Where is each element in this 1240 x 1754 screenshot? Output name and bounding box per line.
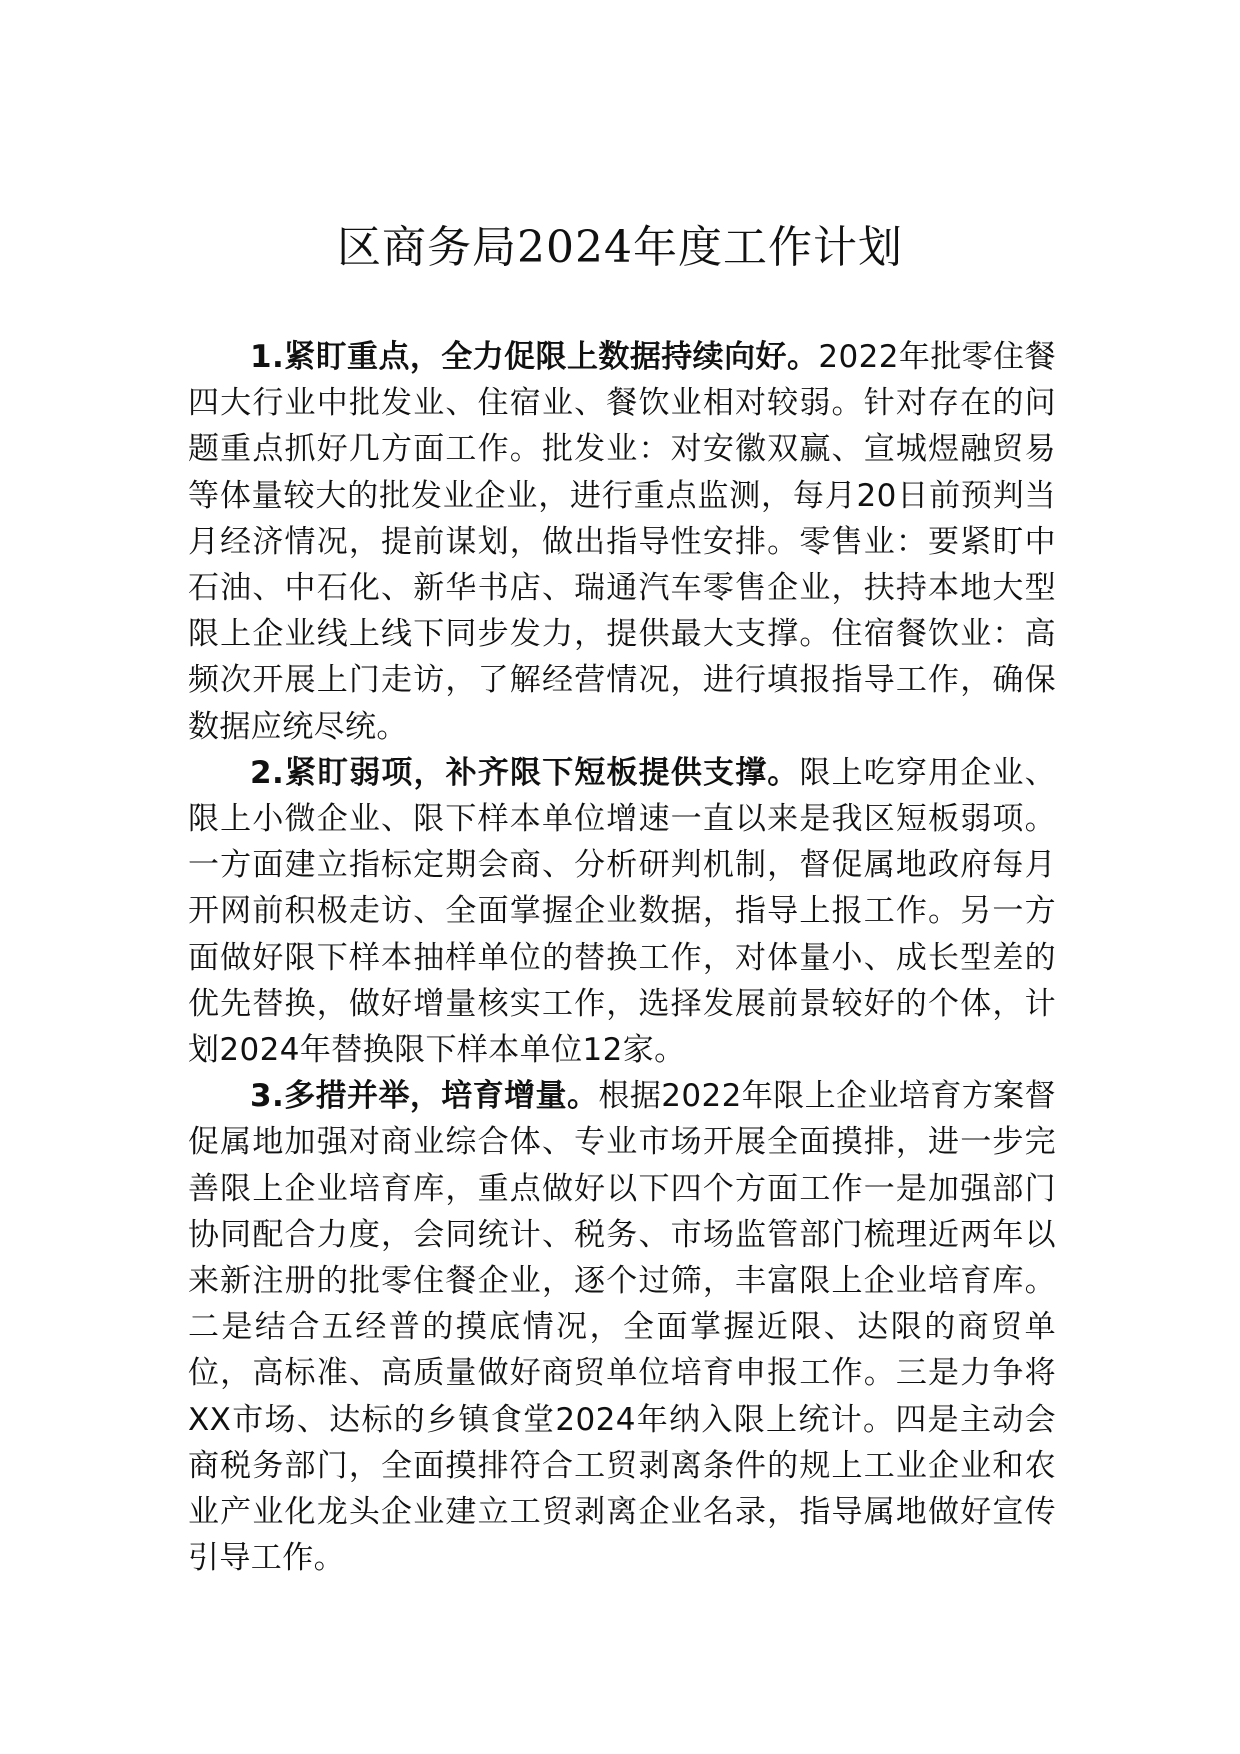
paragraph-3-text: 根据2022年限上企业培育方案督促属地加强对商业综合体、专业市场开展全面摸排，进一步完善限上企业培育库，重点做好以下四个方面工作一是加强部门协同配合力度，会同统计、税务、市场监管部门梳理近两年以来新注册的批零住餐企业，逐个过筛，丰富限上企业培育库。二是结合五经普的摸底情况，全面掌握近限、达限的商贸单位，高标准、高质量做好商贸单位培育申报工作。三是力争将XX市场、达标的乡镇食堂2024年纳入限上统计。四是主动会商税务部门，全面摸排符合工贸剥离条件的规上工业企业和农业产业化龙头企业建立工贸剥离企业名录，指导属地做好宣传引导工作。	[188, 1078, 1056, 1577]
paragraph-1-text: 2022年批零住餐四大行业中批发业、住宿业、餐饮业相对较弱。针对存在的问题重点抓好几方面工作。批发业：对安徽双赢、宣城煜融贸易等体量较大的批发业企业，进行重点监测，每月20日前预判当月经济情况，提前谋划，做出指导性安排。零售业：要紧盯中石油、中石化、新华书店、瑞通汽车零售企业，扶持本地大型限上企业线上线下同步发力，提供最大支撑。住宿餐饮业：高频次开展上门走访，了解经营情况，进行填报指导工作，确保数据应统尽统。	[188, 339, 1056, 745]
paragraph-1	[188, 334, 1056, 750]
paragraph-2-heading: 2.紧盯弱项，补齐限下短板提供支撑。	[250, 754, 800, 791]
paragraph-3	[188, 1073, 1056, 1581]
paragraph-3-heading: 3.多措并举，培育增量。	[250, 1078, 599, 1115]
paragraph-2	[188, 750, 1056, 1073]
document-title: 区商务局2024年度工作计划	[337, 222, 903, 273]
document-body	[188, 334, 1056, 1581]
paragraph-2-text: 限上吃穿用企业、限上小微企业、限下样本单位增速一直以来是我区短板弱项。一方面建立指标定期会商、分析研判机制，督促属地政府每月开网前积极走访、全面掌握企业数据，指导上报工作。另一方面做好限下样本抽样单位的替换工作，对体量小、成长型差的优先替换，做好增量核实工作，选择发展前景较好的个体，计划2024年替换限下样本单位12家。	[188, 754, 1057, 1069]
paragraph-1-heading: 1.紧盯重点，全力促限上数据持续向好。	[250, 339, 819, 375]
